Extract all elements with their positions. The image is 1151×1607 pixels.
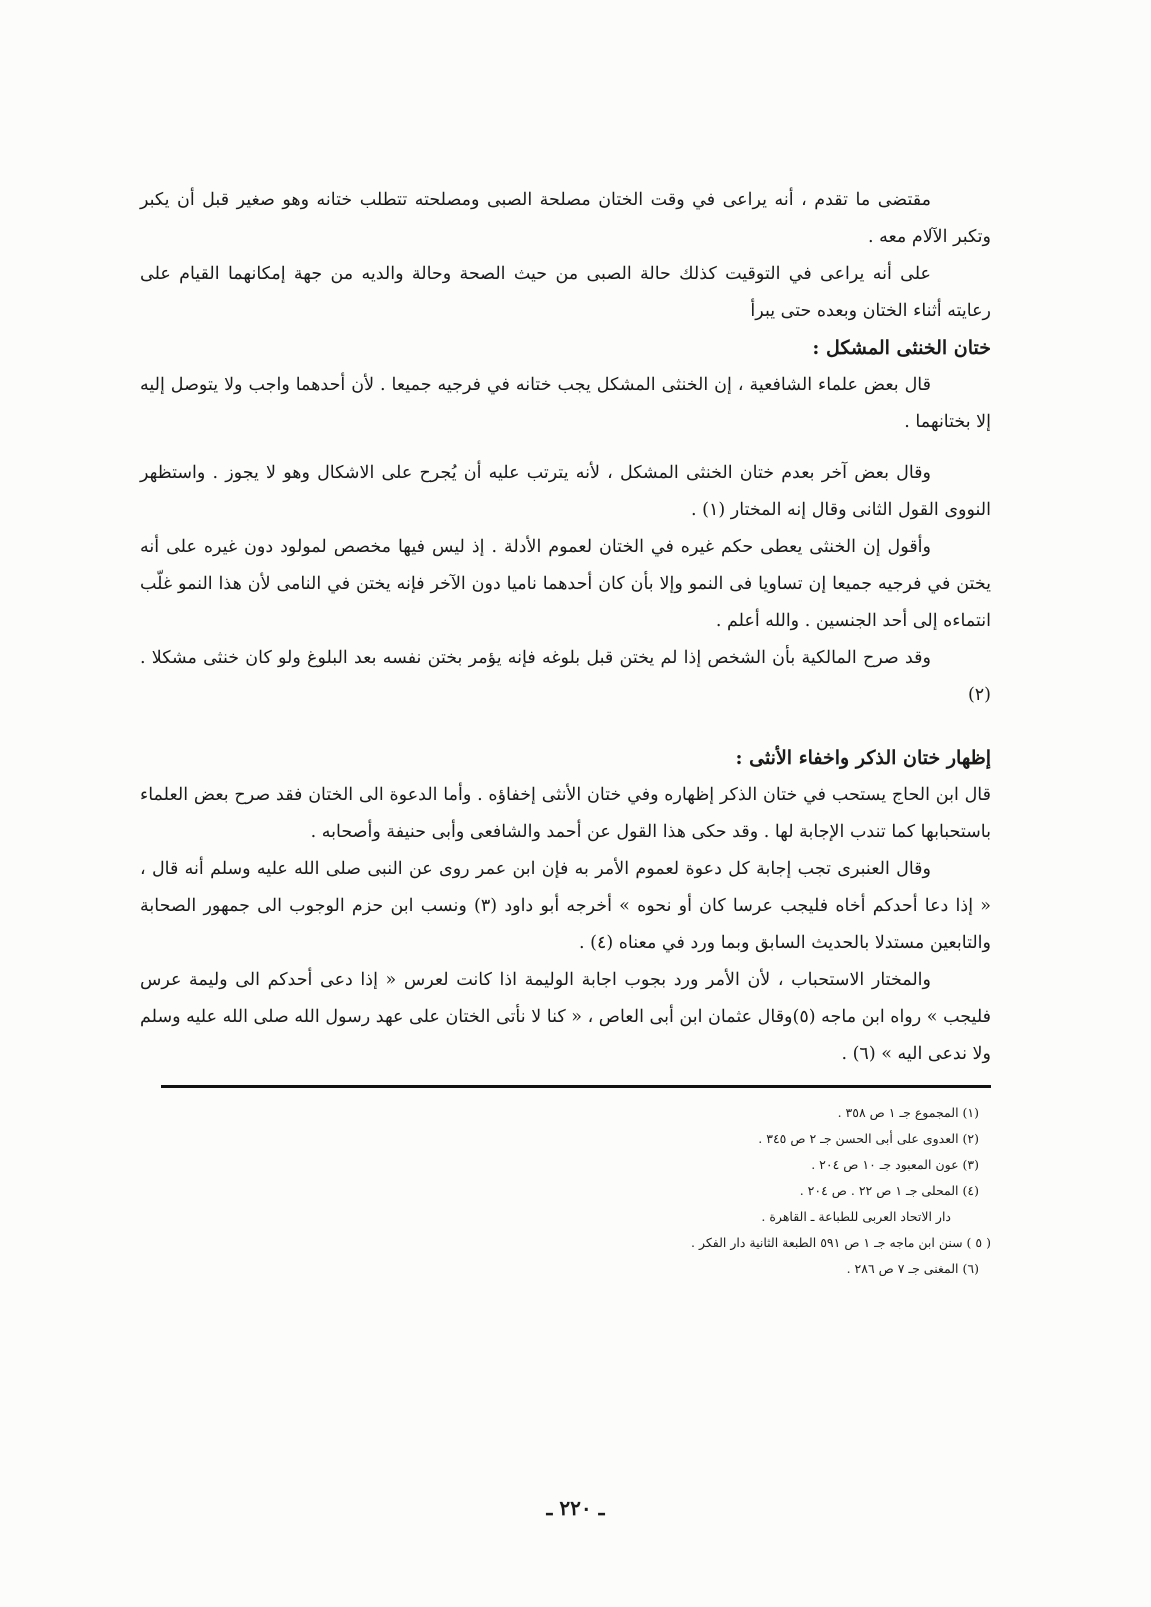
paragraph-shafii-opinion: قال بعض علماء الشافعية ، إن الخنثى المشكل يجب ختانه في فرجيه جميعا . لأن أحدهما واجب ولا يتوصل إليه إلا بختانهما . <box>140 375 991 432</box>
paragraph-author-opinion: وأقول إن الخنثى يعطى حكم غيره في الختان لعموم الأدلة . إذ ليس فيها مخصص لمولود دون غيره على أنه يختن في فرجيه جميعا إن تساويا فى النمو وإلا بأن كان أحدهما ناميا دون الآخر فإنه يختن في النامى لأن هذا النمو غلّب انتماءه إلى أحد الجنسين . والله أعلم . <box>140 537 991 631</box>
paragraph-ibn-alhajj: قال ابن الحاج يستحب في ختان الذكر إظهاره وفي ختان الأنثى إخفاؤه . وأما الدعوة الى الختان فقد صرح بعض العلماء باستحبابها كما تندب الإجابة لها . وقد حكى هذا القول عن أحمد والشافعى وأبى حنيفة وأصحابه . <box>140 785 991 842</box>
page-body <box>140 182 991 1282</box>
paragraph-maliki-opinion: وقد صرح المالكية بأن الشخص إذا لم يختن قبل بلوغه فإنه يؤمر بختن نفسه بعد البلوغ ولو كان خنثى مشكلا . (٢) <box>140 648 991 705</box>
paragraph-preferred-opinion: والمختار الاستحباب ، لأن الأمر ورد بجوب اجابة الوليمة اذا كانت لعرس « إذا دعى أحدكم الى وليمة عرس فليجب » رواه ابن ماجه (٥)وقال عثمان ابن أبى العاص ، « كنا لا نأتى الختان على عهد رسول الله صلى الله عليه وسلم ولا ندعى اليه » (٦) . <box>140 970 991 1064</box>
paragraph-nawawi-opinion: وقال بعض آخر بعدم ختان الخنثى المشكل ، لأنه يترتب عليه أن يُجرح على الاشكال وهو لا يجوز . واستظهر النووى القول الثانى وقال إنه المختار (١) . <box>140 463 991 520</box>
paragraph-timing-health: على أنه يراعى في التوقيت كذلك حالة الصبى من حيث الصحة وحالة والديه من جهة إمكانهما القيام على رعايته أثناء الختان وبعده حتى يبرأ <box>140 264 991 321</box>
spacer <box>140 441 991 455</box>
footnotes <box>140 1100 991 1282</box>
spacer <box>140 714 991 740</box>
footnote-4-publisher: دار الاتحاد العربى للطباعة ـ القاهرة . <box>761 1209 951 1224</box>
heading-show-hide-circumcision: إظهار ختان الذكر واخفاء الأنثى : <box>735 747 991 769</box>
footnote-5: ( ٥ ) سنن ابن ماجه جـ ١ ص ٥٩١ الطبعة الثانية دار الفكر . <box>691 1235 991 1250</box>
footnote-6: (٦) المغنى جـ ٧ ص ٢٨٦ . <box>846 1261 979 1276</box>
heading-hermaphrodite-circumcision: ختان الخنثى المشكل : <box>812 337 991 359</box>
footnote-1: (١) المجموع جـ ١ ص ٣٥٨ . <box>837 1105 979 1120</box>
footnote-3: (٣) عون المعبود جـ ١٠ ص ٢٠٤ . <box>811 1157 979 1172</box>
page-number: ـ ٢٢٠ ـ <box>546 1496 605 1520</box>
paragraph-timing-benefit: مقتضى ما تقدم ، أنه يراعى في وقت الختان مصلحة الصبى ومصلحته تتطلب ختانه وهو صغير قبل أن يكبر وتكبر الآلام معه . <box>140 190 991 247</box>
paragraph-anbari-opinion: وقال العنبرى تجب إجابة كل دعوة لعموم الأمر به فإن ابن عمر روى عن النبى صلى الله عليه وسلم أنه قال ، « إذا دعا أحدكم أخاه فليجب عرسا كان أو نحوه » أخرجه أبو داود (٣) ونسب ابن حزم الوجوب الى جمهور الصحابة والتابعين مستدلا بالحديث السابق وبما ورد في معناه (٤) . <box>140 859 991 953</box>
footnote-4: (٤) المحلى جـ ١ ص ٢٢ . ص ٢٠٤ . <box>799 1183 979 1198</box>
footnote-divider <box>161 1085 991 1088</box>
footnote-2: (٢) العدوى على أبى الحسن جـ ٢ ص ٣٤٥ . <box>758 1131 979 1146</box>
